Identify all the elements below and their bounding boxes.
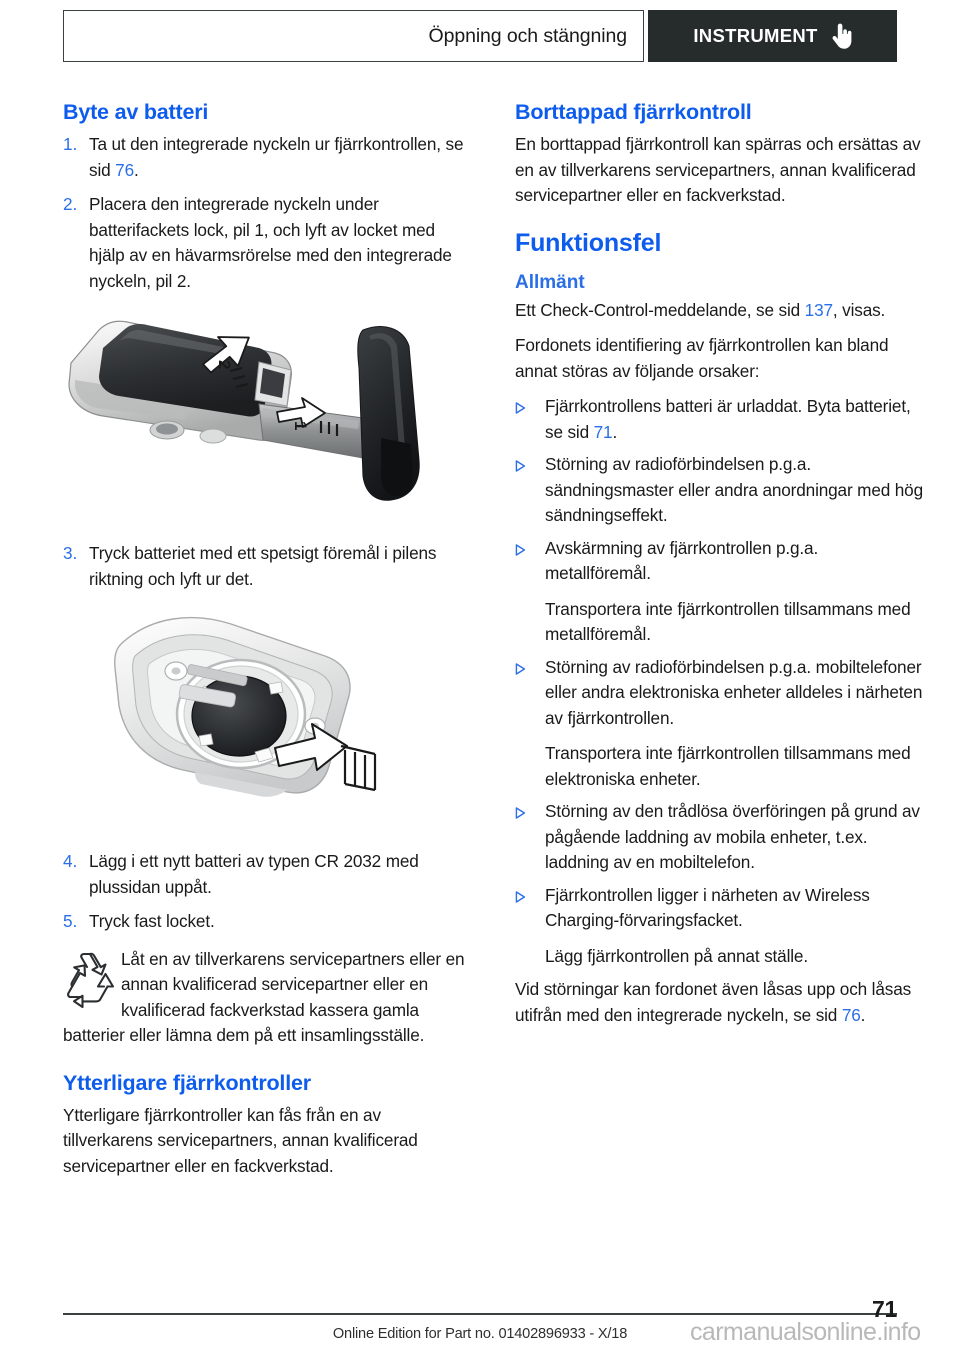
- para-text-main: Ett Check-Control-meddelande, se sid: [515, 299, 805, 320]
- list-item: [63, 192, 473, 294]
- bullet-text: Störning av radioförbindelsen p.g.a. sändningsmaster eller andra anordningar med hög sändningseffekt.: [545, 454, 923, 525]
- triangle-bullet-icon: [515, 394, 545, 445]
- para-text-main: Vid störningar kan fordonet även låsas upp och låsas utifrån med den integrerade nyckeln, se sid: [515, 979, 912, 1025]
- list-item: [63, 541, 473, 592]
- step-text-main: Ta ut den integrerade nyckeln ur fjärrkontrollen, se sid: [89, 134, 464, 180]
- recycling-note: [63, 947, 473, 1049]
- tab-instrument[interactable]: [648, 10, 897, 62]
- para-text-tail: , visas.: [832, 299, 886, 320]
- list-item: [515, 452, 925, 529]
- triangle-bullet-icon: [515, 655, 545, 793]
- subsection-title-allmant: Allmänt: [515, 271, 585, 293]
- footer-divider: [63, 1313, 897, 1315]
- battery-replacement-steps: [63, 132, 473, 294]
- step-text: [89, 132, 473, 183]
- lost-remote-body: En borttappad fjärrkontroll kan spärras och ersättas av en av tillverkarens servicepartners, annan kvalificerad servicepartner eller en fackverkstad.: [515, 134, 921, 205]
- battery-replacement-steps-4-5: [63, 849, 473, 935]
- triangle-bullet-icon: [515, 799, 545, 876]
- bullet-text: [545, 536, 925, 648]
- footer-edition-text: Online Edition for Part no. 01402896933 - X/18: [332, 1326, 628, 1342]
- svg-text:1: 1: [291, 421, 310, 431]
- step-number: 1.: [63, 134, 78, 154]
- recycling-note-tail: gamla batterier eller lämna dem på ett insamlingsställe.: [63, 999, 425, 1045]
- breadcrumb: [63, 10, 644, 62]
- step-text-tail: .: [133, 159, 139, 180]
- section-title-funktionsfel: Funktionsfel: [515, 228, 662, 257]
- step-text: Tryck fast locket.: [89, 911, 215, 931]
- malfunction-para-1: [515, 298, 925, 324]
- page-reference[interactable]: 76: [841, 1004, 861, 1025]
- page-number: 71: [872, 1296, 897, 1322]
- triangle-bullet-icon: [515, 536, 545, 648]
- malfunction-causes-list: [515, 394, 925, 969]
- svg-text:2: 2: [215, 360, 234, 370]
- page-reference[interactable]: 137: [804, 299, 833, 320]
- list-item: [63, 849, 473, 900]
- list-item: [63, 132, 473, 183]
- figure-key-fob-integrated-key: [63, 308, 473, 523]
- bullet-text: [545, 394, 925, 445]
- page-header: [63, 10, 897, 62]
- bullet-text: [545, 655, 925, 793]
- battery-replacement-step-3: [63, 541, 473, 592]
- bullet-text-main: Fjärrkontrollens batteri är urladdat. Byta batteriet, se sid: [545, 396, 911, 442]
- section-title-byte-av-batteri: Byte av batteri: [63, 100, 209, 124]
- list-item: [515, 394, 925, 445]
- step-number: 2.: [63, 194, 78, 214]
- section-title-ytterligare-fjarrkontroller: Ytterligare fjärrkontroller: [63, 1070, 311, 1095]
- step-number: 5.: [63, 911, 78, 931]
- step-text: Placera den integrerade nyckeln under batterifackets lock, pil 1, och lyft av locket med hjälp av en hävarmsrörelse med den integrerade nyckeln, pil 2.: [89, 194, 452, 291]
- recycling-icon: [63, 947, 117, 1009]
- list-item: [515, 536, 925, 648]
- bullet-text-tail: .: [612, 421, 618, 442]
- bullet-note: Lägg fjärrkontrollen på annat ställe.: [545, 945, 808, 966]
- step-text: Lägg i ett nytt batteri av typen CR 2032 med plussidan uppåt.: [89, 851, 419, 897]
- bullet-note: Transportera inte fjärrkontrollen tillsammans med elektroniska enheter.: [545, 743, 911, 789]
- list-item: [515, 799, 925, 876]
- breadcrumb-label: Öppning och stängning: [428, 24, 627, 47]
- step-number: 3.: [63, 543, 78, 563]
- watermark: carmanualsonline.info: [690, 1318, 921, 1346]
- step-number: 4.: [63, 851, 78, 871]
- pointing-hand-icon: [832, 23, 852, 49]
- list-item: [515, 883, 925, 970]
- bullet-text-main: Fjärrkontrollen ligger i närheten av Wireless Charging-förvaringsfacket.: [545, 884, 870, 930]
- section-title-borttappad-fjarrkontroll: Borttappad fjärrkontroll: [515, 100, 752, 124]
- page-reference[interactable]: 71: [593, 421, 613, 442]
- triangle-bullet-icon: [515, 883, 545, 970]
- bullet-note: Transportera inte fjärrkontrollen tillsammans med metallföremål.: [545, 598, 911, 644]
- left-column: [63, 100, 473, 1189]
- extra-remotes-body: Ytterligare fjärrkontroller kan fås från en av tillverkarens servicepartners, annan kvalificerad servicepartner eller en fackverkstad.: [63, 1104, 418, 1176]
- figure-battery-compartment: [63, 606, 473, 831]
- page-reference[interactable]: 76: [115, 159, 134, 180]
- list-item: [515, 655, 925, 793]
- step-text: Tryck batteriet med ett spetsigt föremål i pilens riktning och lyft ur det.: [89, 543, 437, 589]
- para-text-tail: .: [860, 1004, 866, 1025]
- malfunction-closing-para: [515, 977, 925, 1028]
- list-item: [63, 909, 473, 935]
- tab-instrument-label: INSTRUMENT: [693, 25, 818, 46]
- malfunction-para-2: Fordonets identifiering av fjärrkontrollen kan bland annat störas av följande orsaker:: [515, 335, 889, 381]
- bullet-text: Störning av den trådlösa överföringen på grund av pågående laddning av mobila enheter, t.ex. laddning av en mobiltelefon.: [545, 801, 920, 872]
- triangle-bullet-icon: [515, 452, 545, 529]
- bullet-text-main: Avskärmning av fjärrkontrollen p.g.a. metallföremål.: [545, 537, 819, 583]
- bullet-text-main: Störning av radioförbindelsen p.g.a. mobiltelefoner eller andra elektroniska enheter alldeles i närheten av fjärrkontrollen.: [545, 656, 923, 728]
- recycling-note-text: Låt en av tillverkarens servicepartners eller en annan kvalificerad servicepartner eller en kvalificerad fackverkstad kassera: [121, 948, 465, 1020]
- right-column: [515, 100, 925, 1038]
- bullet-text: [545, 883, 925, 970]
